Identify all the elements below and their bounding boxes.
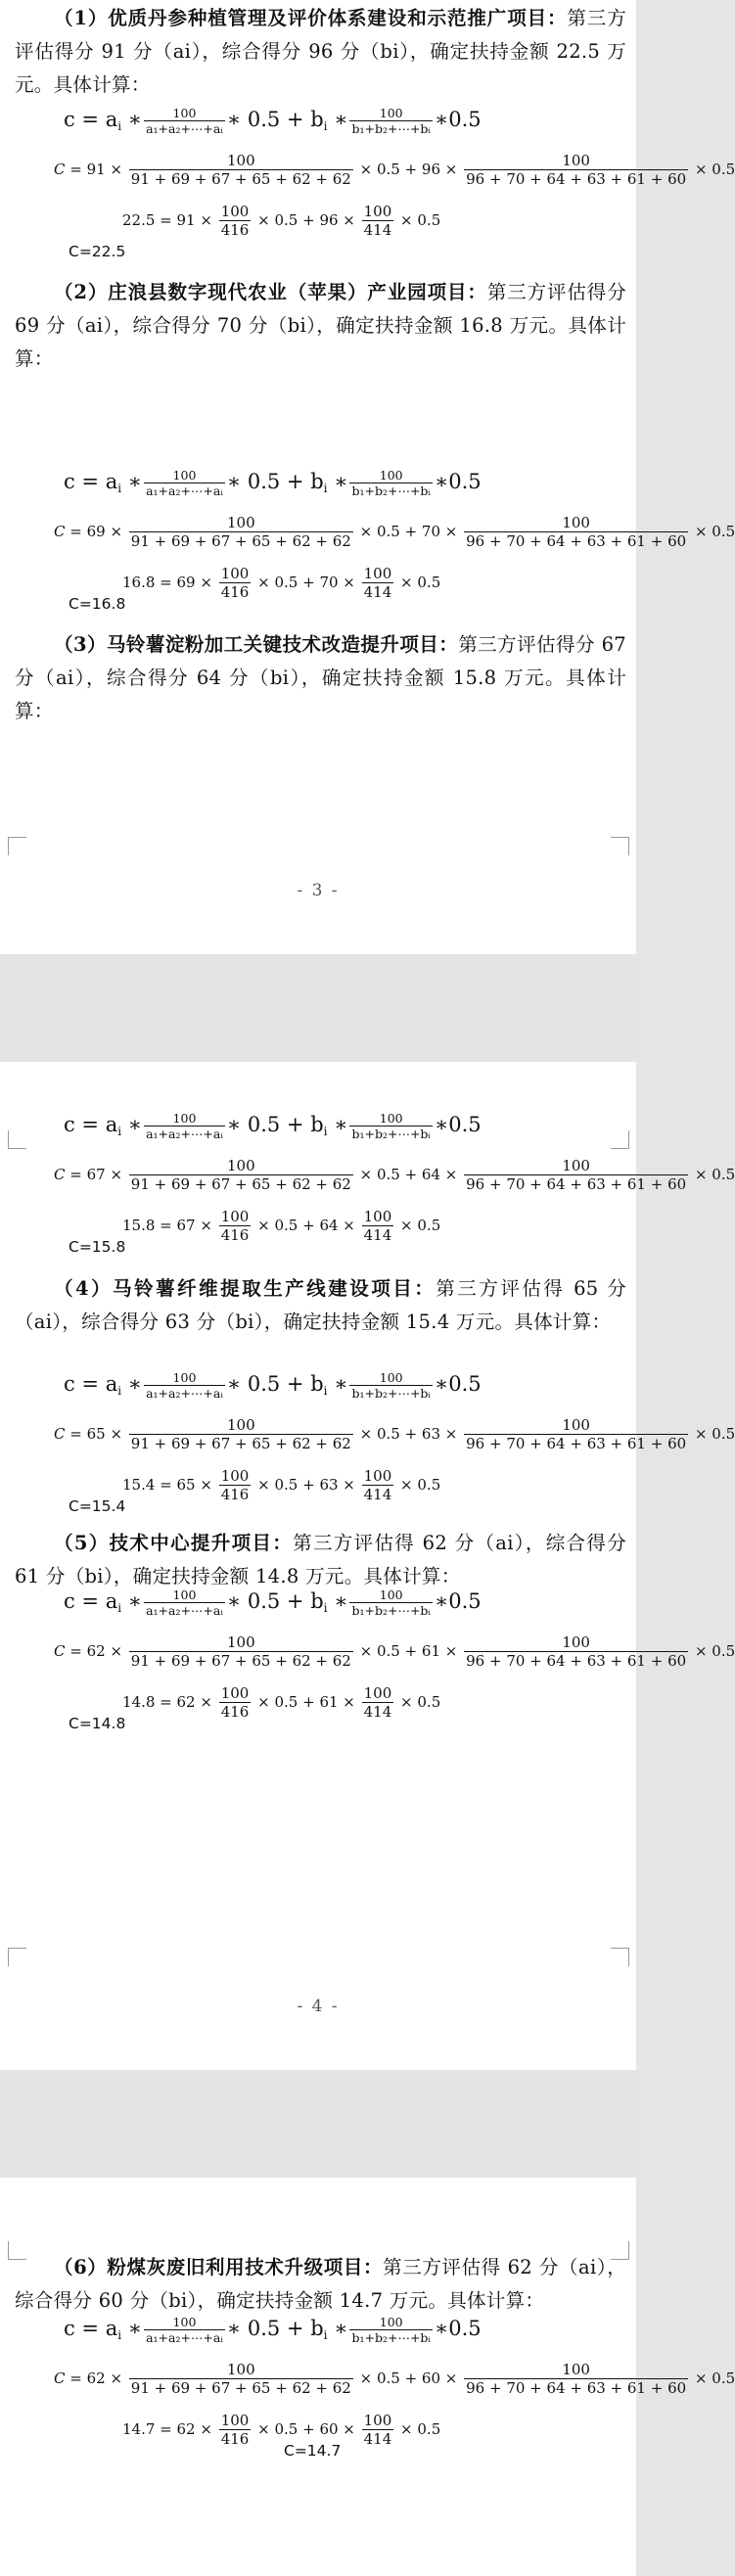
project-heading: （3）马铃薯淀粉加工关键技术改造提升项目： xyxy=(54,633,459,656)
general-formula: $c = a_i$ ∗ $\frac{100}{\text{a₁+a₂+⋯+aᵢ}}$ ∗ $0.5 + b_i$ ∗ $\frac{100}{\text{b₁+b₂+⋯+bᵢ}}$ ∗0.5 xyxy=(64,106,482,136)
expanded-formula: C = 62 × $\frac{100}{91 + 69 + 67 + 65 + 62 + 62}$ × 0.5 + 61 × $\frac{100}{96 + 70 + 64 + 63 + 61 + 60}$ × 0.5 xyxy=(54,1633,735,1670)
project-text: 第三方评估得 62 分（ai），综合得分 61 分（bi），确定扶持金额 14.8 万元。具体计算： xyxy=(15,1532,627,1587)
result-value: C=16.8 xyxy=(69,595,126,613)
fraction: $\frac{100}{96 + 70 + 64 + 63 + 61 + 60}$ xyxy=(466,2361,687,2397)
fraction: $\frac{100}{91 + 69 + 67 + 65 + 62 + 62}$ xyxy=(130,1416,351,1452)
fraction: $\frac{100}{\text{a₁+a₂+⋯+aᵢ}}$ xyxy=(146,106,223,136)
fraction: $\frac{100}{\text{a₁+a₂+⋯+aᵢ}}$ xyxy=(146,1370,223,1401)
page-number: - 4 - xyxy=(297,1997,340,2016)
fraction: $\frac{100}{\text{b₁+b₂+⋯+bᵢ}}$ xyxy=(351,1587,431,1618)
project-text: 第三方评估得分 69 分（ai），综合得分 70 分（bi），确定扶持金额 16.8 万元。具体计算： xyxy=(15,281,626,370)
fraction: $\frac{100}{96 + 70 + 64 + 63 + 61 + 60}$ xyxy=(466,1416,687,1452)
project-heading: （4）马铃薯纤维提取生产线建设项目： xyxy=(54,1277,436,1300)
project-heading: （6）粉煤灰废旧利用技术升级项目： xyxy=(54,2256,384,2278)
fraction: $\frac{100}{416}$ xyxy=(220,2412,250,2448)
expanded-formula: C = 67 × $\frac{100}{91 + 69 + 67 + 65 + 62 + 62}$ × 0.5 + 64 × $\frac{100}{96 + 70 + 64 + 63 + 61 + 60}$ × 0.5 xyxy=(54,1157,735,1193)
evaluated-formula: 22.5 = 91 × $\frac{100}{416}$ × 0.5 + 96 × $\frac{100}{414}$ × 0.5 xyxy=(122,203,441,239)
fraction: $\frac{100}{\text{b₁+b₂+⋯+bᵢ}}$ xyxy=(351,1111,431,1141)
result-value: C=15.8 xyxy=(69,1238,126,1256)
expanded-formula: C = 65 × $\frac{100}{91 + 69 + 67 + 65 + 62 + 62}$ × 0.5 + 63 × $\frac{100}{96 + 70 + 64 + 63 + 61 + 60}$ × 0.5 xyxy=(54,1416,735,1452)
fraction: $\frac{100}{414}$ xyxy=(363,565,392,601)
result-value: C=14.8 xyxy=(69,1715,126,1732)
evaluated-formula: 15.8 = 67 × $\frac{100}{416}$ × 0.5 + 64 × $\frac{100}{414}$ × 0.5 xyxy=(122,1208,441,1244)
general-formula: $c = a_i$ ∗ $\frac{100}{\text{a₁+a₂+⋯+aᵢ}}$ ∗ $0.5 + b_i$ ∗ $\frac{100}{\text{b₁+b₂+⋯+bᵢ}}$ ∗0.5 xyxy=(64,1111,482,1141)
project-text: 第三方评估得 65 分（ai），综合得分 63 分（bi），确定扶持金额 15.4 万元。具体计算： xyxy=(15,1277,627,1333)
fraction: $\frac{100}{\text{a₁+a₂+⋯+aᵢ}}$ xyxy=(146,1587,223,1618)
fraction: $\frac{100}{416}$ xyxy=(220,1684,250,1721)
crop-mark xyxy=(611,1948,629,1966)
project-heading: （2）庄浪县数字现代农业（苹果）产业园项目： xyxy=(54,281,487,303)
fraction: $\frac{100}{\text{a₁+a₂+⋯+aᵢ}}$ xyxy=(146,1111,223,1141)
project-text: 第三方评估得分 67 分（ai），综合得分 64 分（bi），确定扶持金额 15.8 万元。具体计算： xyxy=(15,633,627,722)
result-value: C=15.4 xyxy=(69,1497,126,1515)
fraction: $\frac{100}{\text{b₁+b₂+⋯+bᵢ}}$ xyxy=(351,106,431,136)
project-paragraph xyxy=(15,2251,626,2318)
fraction: $\frac{100}{414}$ xyxy=(363,1467,392,1503)
crop-mark xyxy=(8,1130,26,1149)
project-paragraph xyxy=(15,276,626,376)
fraction: $\frac{100}{416}$ xyxy=(220,565,250,601)
fraction: $\frac{100}{414}$ xyxy=(363,203,392,239)
evaluated-formula: 14.8 = 62 × $\frac{100}{416}$ × 0.5 + 61 × $\frac{100}{414}$ × 0.5 xyxy=(122,1684,441,1721)
crop-mark xyxy=(8,837,26,855)
expanded-formula: C = 91 × $\frac{100}{91 + 69 + 67 + 65 + 62 + 62}$ × 0.5 + 96 × $\frac{100}{96 + 70 + 64 + 63 + 61 + 60}$ × 0.5 xyxy=(54,152,735,188)
fraction: $\frac{100}{91 + 69 + 67 + 65 + 62 + 62}$ xyxy=(130,2361,351,2397)
fraction: $\frac{100}{96 + 70 + 64 + 63 + 61 + 60}$ xyxy=(466,152,687,188)
evaluated-formula: 16.8 = 69 × $\frac{100}{416}$ × 0.5 + 70 × $\frac{100}{414}$ × 0.5 xyxy=(122,565,441,601)
result-value: C=22.5 xyxy=(69,243,126,260)
fraction: $\frac{100}{96 + 70 + 64 + 63 + 61 + 60}$ xyxy=(466,1633,687,1670)
fraction: $\frac{100}{\text{b₁+b₂+⋯+bᵢ}}$ xyxy=(351,2315,431,2345)
fraction: $\frac{100}{91 + 69 + 67 + 65 + 62 + 62}$ xyxy=(130,514,351,550)
fraction: $\frac{100}{96 + 70 + 64 + 63 + 61 + 60}$ xyxy=(466,514,687,550)
general-formula: $c = a_i$ ∗ $\frac{100}{\text{a₁+a₂+⋯+aᵢ}}$ ∗ $0.5 + b_i$ ∗ $\frac{100}{\text{b₁+b₂+⋯+bᵢ}}$ ∗0.5 xyxy=(64,1587,482,1618)
fraction: $\frac{100}{91 + 69 + 67 + 65 + 62 + 62}$ xyxy=(130,152,351,188)
fraction: $\frac{100}{\text{b₁+b₂+⋯+bᵢ}}$ xyxy=(351,1370,431,1401)
evaluated-formula: 15.4 = 65 × $\frac{100}{416}$ × 0.5 + 63 × $\frac{100}{414}$ × 0.5 xyxy=(122,1467,441,1503)
project-paragraph xyxy=(15,1527,626,1593)
project-heading: （5）技术中心提升项目： xyxy=(54,1532,294,1554)
fraction: $\frac{100}{416}$ xyxy=(220,1467,250,1503)
general-formula: $c = a_i$ ∗ $\frac{100}{\text{a₁+a₂+⋯+aᵢ}}$ ∗ $0.5 + b_i$ ∗ $\frac{100}{\text{b₁+b₂+⋯+bᵢ}}$ ∗0.5 xyxy=(64,468,482,498)
fraction: $\frac{100}{\text{a₁+a₂+⋯+aᵢ}}$ xyxy=(146,2315,223,2345)
fraction: $\frac{100}{414}$ xyxy=(363,2412,392,2448)
project-text: 第三方评估得分 91 分（ai），综合得分 96 分（bi），确定扶持金额 22.5 万元。具体计算： xyxy=(15,7,627,96)
fraction: $\frac{100}{91 + 69 + 67 + 65 + 62 + 62}$ xyxy=(130,1633,351,1670)
fraction: $\frac{100}{\text{a₁+a₂+⋯+aᵢ}}$ xyxy=(146,468,223,498)
project-paragraph xyxy=(15,1272,626,1339)
fraction: $\frac{100}{96 + 70 + 64 + 63 + 61 + 60}$ xyxy=(466,1157,687,1193)
project-paragraph xyxy=(15,2,626,102)
general-formula: $c = a_i$ ∗ $\frac{100}{\text{a₁+a₂+⋯+aᵢ}}$ ∗ $0.5 + b_i$ ∗ $\frac{100}{\text{b₁+b₂+⋯+bᵢ}}$ ∗0.5 xyxy=(64,1370,482,1401)
fraction: $\frac{100}{416}$ xyxy=(220,1208,250,1244)
fraction: $\frac{100}{414}$ xyxy=(363,1208,392,1244)
general-formula: $c = a_i$ ∗ $\frac{100}{\text{a₁+a₂+⋯+aᵢ}}$ ∗ $0.5 + b_i$ ∗ $\frac{100}{\text{b₁+b₂+⋯+bᵢ}}$ ∗0.5 xyxy=(64,2315,482,2345)
fraction: $\frac{100}{91 + 69 + 67 + 65 + 62 + 62}$ xyxy=(130,1157,351,1193)
project-paragraph xyxy=(15,628,626,728)
fraction: $\frac{100}{\text{b₁+b₂+⋯+bᵢ}}$ xyxy=(351,468,431,498)
project-heading: （1）优质丹参种植管理及评价体系建设和示范推广项目： xyxy=(54,7,568,29)
crop-mark xyxy=(611,837,629,855)
page-gap xyxy=(0,954,636,1062)
result-value: C=14.7 xyxy=(284,2442,342,2460)
fraction: $\frac{100}{414}$ xyxy=(363,1684,392,1721)
page-gap xyxy=(0,2070,636,2178)
expanded-formula: C = 69 × $\frac{100}{91 + 69 + 67 + 65 + 62 + 62}$ × 0.5 + 70 × $\frac{100}{96 + 70 + 64 + 63 + 61 + 60}$ × 0.5 xyxy=(54,514,735,550)
crop-mark xyxy=(611,1130,629,1149)
crop-mark xyxy=(8,1948,26,1966)
expanded-formula: C = 62 × $\frac{100}{91 + 69 + 67 + 65 + 62 + 62}$ × 0.5 + 60 × $\frac{100}{96 + 70 + 64 + 63 + 61 + 60}$ × 0.5 xyxy=(54,2361,735,2397)
fraction: $\frac{100}{416}$ xyxy=(220,203,250,239)
evaluated-formula: 14.7 = 62 × $\frac{100}{416}$ × 0.5 + 60 × $\frac{100}{414}$ × 0.5 xyxy=(122,2412,441,2448)
page-number: - 3 - xyxy=(297,881,340,900)
project-text: 第三方评估得 62 分（ai），综合得分 60 分（bi），确定扶持金额 14.7 万元。具体计算： xyxy=(15,2256,627,2312)
